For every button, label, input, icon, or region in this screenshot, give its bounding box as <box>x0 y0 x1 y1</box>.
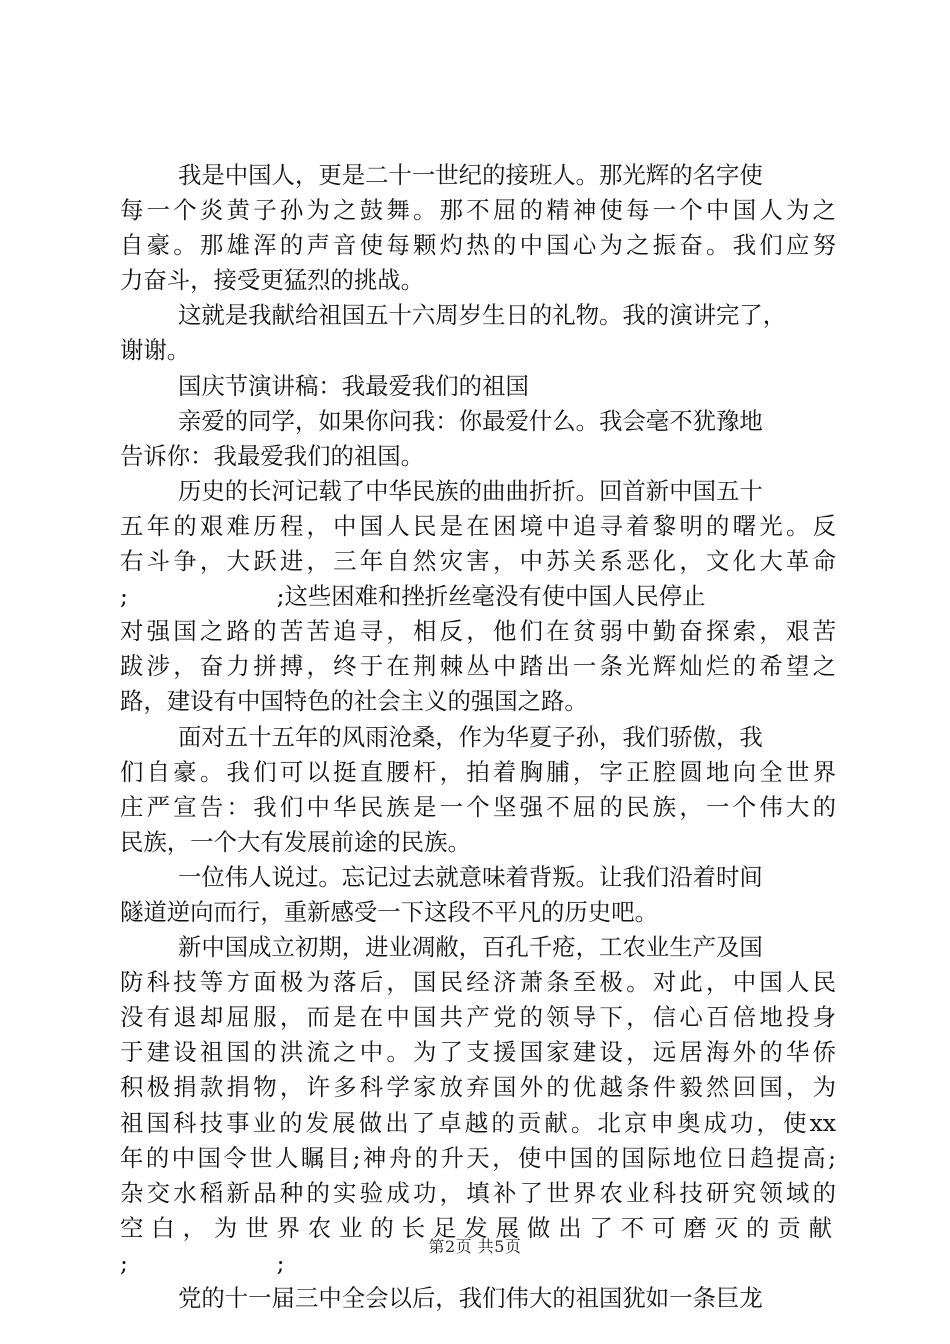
text-line: 跋涉，奋力拼搏，终于在荆棘丛中踏出一条光辉灿烂的希望之 <box>120 652 836 681</box>
text-line: 积极捐款捐物，许多科学家放弃国外的优越条件毅然回国，为 <box>120 1073 836 1102</box>
page-number-footer: 第2页 共5页 <box>428 1237 522 1256</box>
section-heading: 国庆节演讲稿：我最爱我们的祖国 <box>178 371 529 400</box>
text-line: 庄严宣告：我们中华民族是一个坚强不屈的民族，一个伟大的 <box>120 792 836 821</box>
text-line: 告诉你：我最爱我们的祖国。 <box>120 441 425 470</box>
text-line: 年的中国令世人瞩目;神舟的升天，使中国的国际地位日趋提高; <box>120 1143 836 1172</box>
text-line: 民族，一个大有发展前途的民族。 <box>120 827 471 856</box>
text-line: 防科技等方面极为落后，国民经济萧条至极。对此，中国人民 <box>120 968 836 997</box>
text-line: 右斗争，大跃进，三年自然灾害，中苏关系恶化，文化大革命 <box>120 547 836 576</box>
text-line: 五年的艰难历程，中国人民是在困境中追寻着黎明的曙光。反 <box>120 511 836 540</box>
text-line: 新中国成立初期，进业凋敝，百孔千疮，工农业生产及国 <box>178 933 763 962</box>
text-line: 路，建设有中国特色的社会主义的强国之路。 <box>120 687 588 716</box>
text-line: 于建设祖国的洪流之中。为了支援国家建设，远居海外的华侨 <box>120 1038 836 1067</box>
text-line: 每一个炎黄子孙为之鼓舞。那不屈的精神使每一个中国人为之 <box>120 196 836 225</box>
text-line: 历史的长河记载了中华民族的曲曲折折。回首新中国五十 <box>178 476 763 505</box>
text-line: 对强国之路的苦苦追寻，相反，他们在贫弱中勤奋探索，艰苦 <box>120 617 836 646</box>
document-body <box>120 158 836 1316</box>
text-line: 这就是我献给祖国五十六周岁生日的礼物。我的演讲完了， <box>178 301 787 330</box>
text-line: 祖国科技事业的发展做出了卓越的贡献。北京申奥成功，使xx <box>120 1108 836 1137</box>
text-line: 自豪。那雄浑的声音使每颗灼热的中国心为之振奋。我们应努 <box>120 231 836 260</box>
text-line: 党的十一届三中全会以后，我们伟大的祖国犹如一条巨龙 <box>178 1284 763 1312</box>
text-line: 们自豪。我们可以挺直腰杆，拍着胸脯，字正腔圆地向全世界 <box>120 757 836 786</box>
text-line: 我是中国人，更是二十一世纪的接班人。那光辉的名字使 <box>178 161 763 189</box>
text-line: 没有退却屈服，而是在中国共产党的领导下，信心百倍地投身 <box>120 1003 836 1032</box>
text-line: 空白，为世界农业的长足发展做出了不可磨灭的贡献 <box>120 1213 836 1242</box>
text-line: 隧道逆向而行，重新感受一下这段不平凡的历史吧。 <box>120 897 658 926</box>
text-line: 亲爱的同学，如果你问我：你最爱什么。我会毫不犹豫地 <box>178 406 763 435</box>
text-line: 力奋斗，接受更猛烈的挑战。 <box>120 266 425 295</box>
text-line: ; ; <box>120 1248 285 1277</box>
text-line: 谢谢。 <box>120 336 191 365</box>
text-line: 杂交水稻新品种的实验成功，填补了世界农业科技研究领域的 <box>120 1178 836 1207</box>
text-line: 一位伟人说过。忘记过去就意味着背叛。让我们沿着时间 <box>178 862 763 891</box>
text-line: 面对五十五年的风雨沧桑，作为华夏子孙，我们骄傲，我 <box>178 722 763 751</box>
text-line: ; ;这些困难和挫折丝毫没有使中国人民停止 <box>120 582 706 611</box>
